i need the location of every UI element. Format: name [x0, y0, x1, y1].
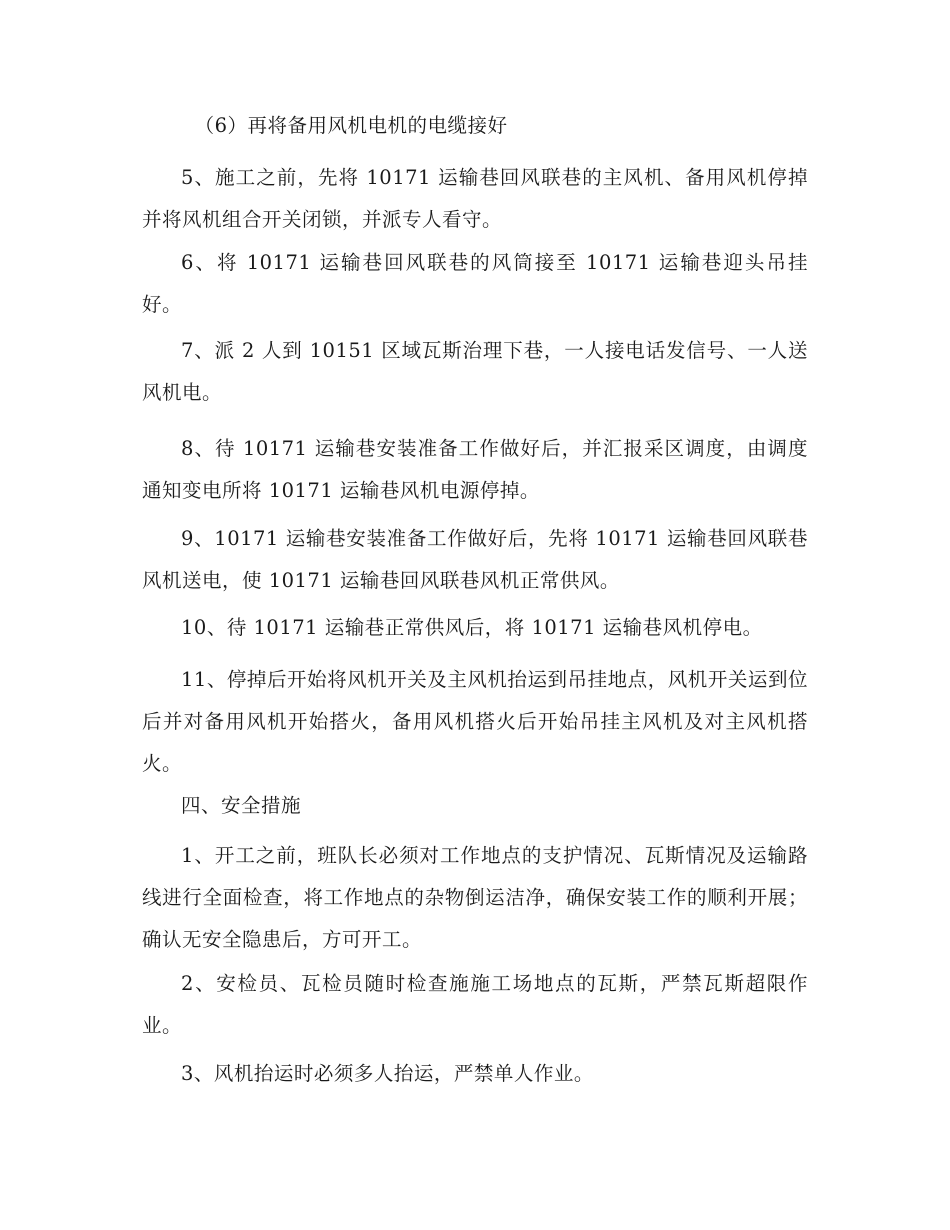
paragraph-safety-1: 1、开工之前，班队长必须对工作地点的支护情况、瓦斯情况及运输路线进行全面检查，将工作地点的杂物倒运洁净，确保安装工作的顺利开展；确认无安全隐患后，方可开工。 [142, 844, 808, 951]
paragraph-item-6: 6、将 10171 运输巷回风联巷的风筒接至 10171 运输巷迎头吊挂好。 [142, 251, 808, 316]
section-heading-safety: 四、安全措施 [181, 794, 302, 817]
paragraph-item-10: 10、待 10171 运输巷正常供风后，将 10171 运输巷风机停电。 [181, 616, 763, 639]
paragraph-item-5: 5、施工之前，先将 10171 运输巷回风联巷的主风机、备用风机停掉并将风机组合开关闭锁，并派专人看守。 [142, 166, 808, 231]
paragraph-item-8: 8、待 10171 运输巷安装准备工作做好后，并汇报采区调度，由调度通知变电所将 10171 运输巷风机电源停掉。 [142, 437, 808, 502]
paragraph-step-6: （6）再将备用风机电机的电缆接好 [194, 114, 508, 137]
paragraph-item-7: 7、派 2 人到 10151 区域瓦斯治理下巷，一人接电话发信号、一人送风机电。 [142, 339, 808, 404]
paragraph-safety-3: 3、风机抬运时必须多人抬运，严禁单人作业。 [181, 1062, 594, 1085]
paragraph-item-11: 11、停掉后开始将风机开关及主风机抬运到吊挂地点，风机开关运到位后并对备用风机开始搭火，备用风机搭火后开始吊挂主风机及对主风机搭火。 [142, 668, 808, 775]
paragraph-item-9: 9、10171 运输巷安装准备工作做好后，先将 10171 运输巷回风联巷风机送电，使 10171 运输巷回风联巷风机正常供风。 [142, 527, 808, 592]
paragraph-safety-2: 2、安检员、瓦检员随时检查施施工场地点的瓦斯，严禁瓦斯超限作业。 [142, 972, 808, 1037]
